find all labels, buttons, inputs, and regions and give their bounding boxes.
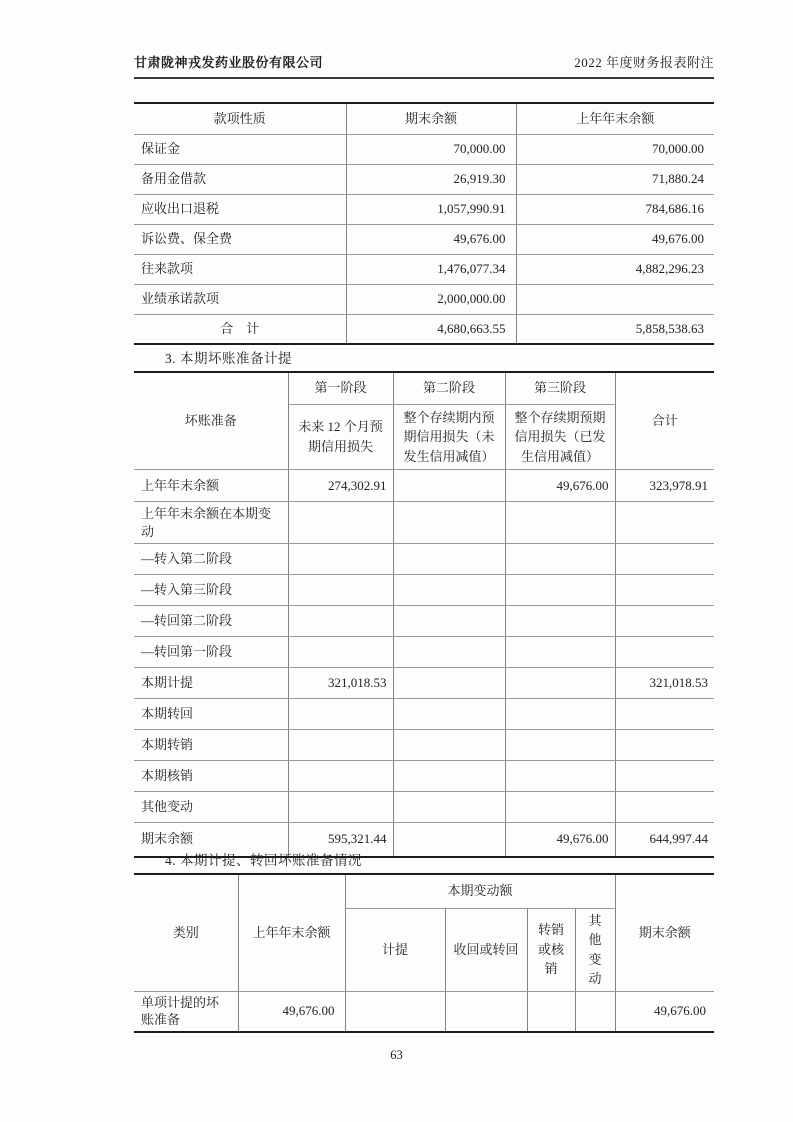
total-header: 合计: [615, 372, 714, 470]
cell-value: [445, 991, 527, 1032]
table-row: [134, 575, 714, 606]
subheader-writeoff-text: 转销或核销: [537, 922, 564, 977]
page-number: 63: [390, 1048, 403, 1062]
cell-label: 其他变动: [134, 792, 288, 823]
table-row: [134, 164, 714, 194]
table-total-row: [134, 314, 714, 344]
col-header-end-balance: 期末余额: [615, 874, 714, 991]
subheader-other-text: 其他变动: [588, 912, 602, 986]
bad-debt-stages-table: [134, 371, 714, 858]
cell-value: [516, 284, 714, 314]
cell-value: [615, 502, 714, 544]
table-row: [134, 502, 714, 544]
cell-value: [288, 637, 393, 668]
cell-value: [505, 575, 615, 606]
cell-value: [505, 699, 615, 730]
cell-value: [288, 575, 393, 606]
cell-value: [288, 544, 393, 575]
table-row: [134, 284, 714, 314]
cell-value: [505, 502, 615, 544]
cell-value: [393, 575, 505, 606]
cell-total-label: 合 计: [134, 314, 346, 344]
table-row: [134, 254, 714, 284]
cell-value: 49,676.00: [505, 470, 615, 502]
cell-value: [615, 575, 714, 606]
table-row: [134, 991, 714, 1032]
cell-value: [288, 761, 393, 792]
table-row: [134, 730, 714, 761]
table-row: [134, 668, 714, 699]
cell-value: [393, 730, 505, 761]
cell-value: 644,997.44: [615, 823, 714, 857]
cell-value: [393, 502, 505, 544]
cell-label: —转回第一阶段: [134, 637, 288, 668]
table-header-row: [134, 372, 714, 404]
cell-value: [615, 730, 714, 761]
cell-value: 2,000,000.00: [346, 284, 516, 314]
cell-value: 26,919.30: [346, 164, 516, 194]
cell-value: 4,882,296.23: [516, 254, 714, 284]
cell-value: [505, 637, 615, 668]
stage3-subheader: 整个存续期预期信用损失（已发生信用减值）: [505, 404, 615, 470]
cell-value: 70,000.00: [346, 134, 516, 164]
cell-value: [615, 699, 714, 730]
table-row: [134, 792, 714, 823]
cell-label: 诉讼费、保全费: [134, 224, 346, 254]
cell-value: 1,476,077.34: [346, 254, 516, 284]
report-title: 2022 年度财务报表附注: [574, 55, 714, 70]
cell-label: 保证金: [134, 134, 346, 164]
cell-value: [288, 699, 393, 730]
cell-label: 本期转销: [134, 730, 288, 761]
cell-label: 本期核销: [134, 761, 288, 792]
table-header-row: [134, 874, 714, 908]
table-row: [134, 544, 714, 575]
cell-label: 本期转回: [134, 699, 288, 730]
cell-value: 49,676.00: [615, 991, 714, 1032]
cell-value: [505, 668, 615, 699]
payments-nature-table: [134, 102, 714, 345]
cell-label: 往来款项: [134, 254, 346, 284]
cell-value: 70,000.00: [516, 134, 714, 164]
subheader-accrual: 计提: [345, 908, 445, 991]
col-header-closing: 期末余额: [346, 103, 516, 134]
col-header-nature: 款项性质: [134, 103, 346, 134]
header-rule: [134, 77, 714, 79]
cell-label: 单项计提的坏账准备: [134, 991, 238, 1032]
cell-value: [615, 761, 714, 792]
cell-label: —转回第二阶段: [134, 606, 288, 637]
cell-value: 4,680,663.55: [346, 314, 516, 344]
cell-value: [575, 991, 615, 1032]
cell-value: [288, 502, 393, 544]
cell-value: 5,858,538.63: [516, 314, 714, 344]
stage3-header: 第三阶段: [505, 372, 615, 404]
cell-value: [527, 991, 575, 1032]
table-row: [134, 637, 714, 668]
subheader-other: [575, 908, 615, 991]
cell-value: [505, 761, 615, 792]
cell-value: [393, 792, 505, 823]
table-row: [134, 470, 714, 502]
table-row: [134, 134, 714, 164]
cell-value: [615, 637, 714, 668]
stage1-subheader: 未来 12 个月预期信用损失: [288, 404, 393, 470]
cell-label: 业绩承诺款项: [134, 284, 346, 314]
cell-value: [288, 606, 393, 637]
cell-value: 323,978.91: [615, 470, 714, 502]
col-header-prior-balance: 上年年末余额: [238, 874, 345, 991]
cell-value: [393, 606, 505, 637]
cell-value: 784,686.16: [516, 194, 714, 224]
cell-label: —转入第三阶段: [134, 575, 288, 606]
cell-value: [393, 761, 505, 792]
cell-value: 595,321.44: [288, 823, 393, 857]
stage2-subheader: 整个存续期内预期信用损失（未发生信用减值）: [393, 404, 505, 470]
section4-heading: 4. 本期计提、转回坏账准备情况: [165, 853, 362, 868]
stage1-header: 第一阶段: [288, 372, 393, 404]
cell-value: [393, 699, 505, 730]
cell-value: 49,676.00: [505, 823, 615, 857]
cell-label: 本期计提: [134, 668, 288, 699]
cell-label: 应收出口退税: [134, 194, 346, 224]
cell-value: [615, 544, 714, 575]
section3-heading: 3. 本期坏账准备计提: [165, 351, 292, 366]
cell-value: 321,018.53: [288, 668, 393, 699]
col-header-prior: 上年年末余额: [516, 103, 714, 134]
cell-value: [505, 544, 615, 575]
table-row: [134, 699, 714, 730]
cell-value: [393, 668, 505, 699]
cell-value: 49,676.00: [238, 991, 345, 1032]
cell-label: 备用金借款: [134, 164, 346, 194]
table-header-row: [134, 103, 714, 134]
cell-value: [345, 991, 445, 1032]
cell-value: 49,676.00: [346, 224, 516, 254]
corner-header: 坏账准备: [134, 372, 288, 470]
cell-value: [288, 792, 393, 823]
cell-value: 274,302.91: [288, 470, 393, 502]
cell-value: [393, 470, 505, 502]
group-header-period-change: 本期变动额: [345, 874, 615, 908]
provision-changes-table: [134, 873, 714, 1033]
cell-value: 321,018.53: [615, 668, 714, 699]
cell-label: 上年年末余额: [134, 470, 288, 502]
cell-value: [615, 792, 714, 823]
cell-value: 1,057,990.91: [346, 194, 516, 224]
table-row: [134, 194, 714, 224]
col-header-category: 类别: [134, 874, 238, 991]
cell-value: 71,880.24: [516, 164, 714, 194]
cell-value: [505, 792, 615, 823]
cell-label: —转入第二阶段: [134, 544, 288, 575]
stage2-header: 第二阶段: [393, 372, 505, 404]
cell-value: [393, 637, 505, 668]
cell-value: [393, 823, 505, 857]
cell-value: [505, 606, 615, 637]
cell-value: [615, 606, 714, 637]
table-row: [134, 761, 714, 792]
cell-label: 期末余额: [134, 823, 288, 857]
cell-value: [393, 544, 505, 575]
table-row: [134, 606, 714, 637]
table-row: [134, 224, 714, 254]
cell-value: 49,676.00: [516, 224, 714, 254]
cell-value: [288, 730, 393, 761]
subheader-writeoff: [527, 908, 575, 991]
subheader-recovery: 收回或转回: [445, 908, 527, 991]
company-name: 甘肃陇神戎发药业股份有限公司: [134, 55, 324, 70]
cell-value: [505, 730, 615, 761]
cell-label: 上年年末余额在本期变动: [134, 502, 288, 544]
